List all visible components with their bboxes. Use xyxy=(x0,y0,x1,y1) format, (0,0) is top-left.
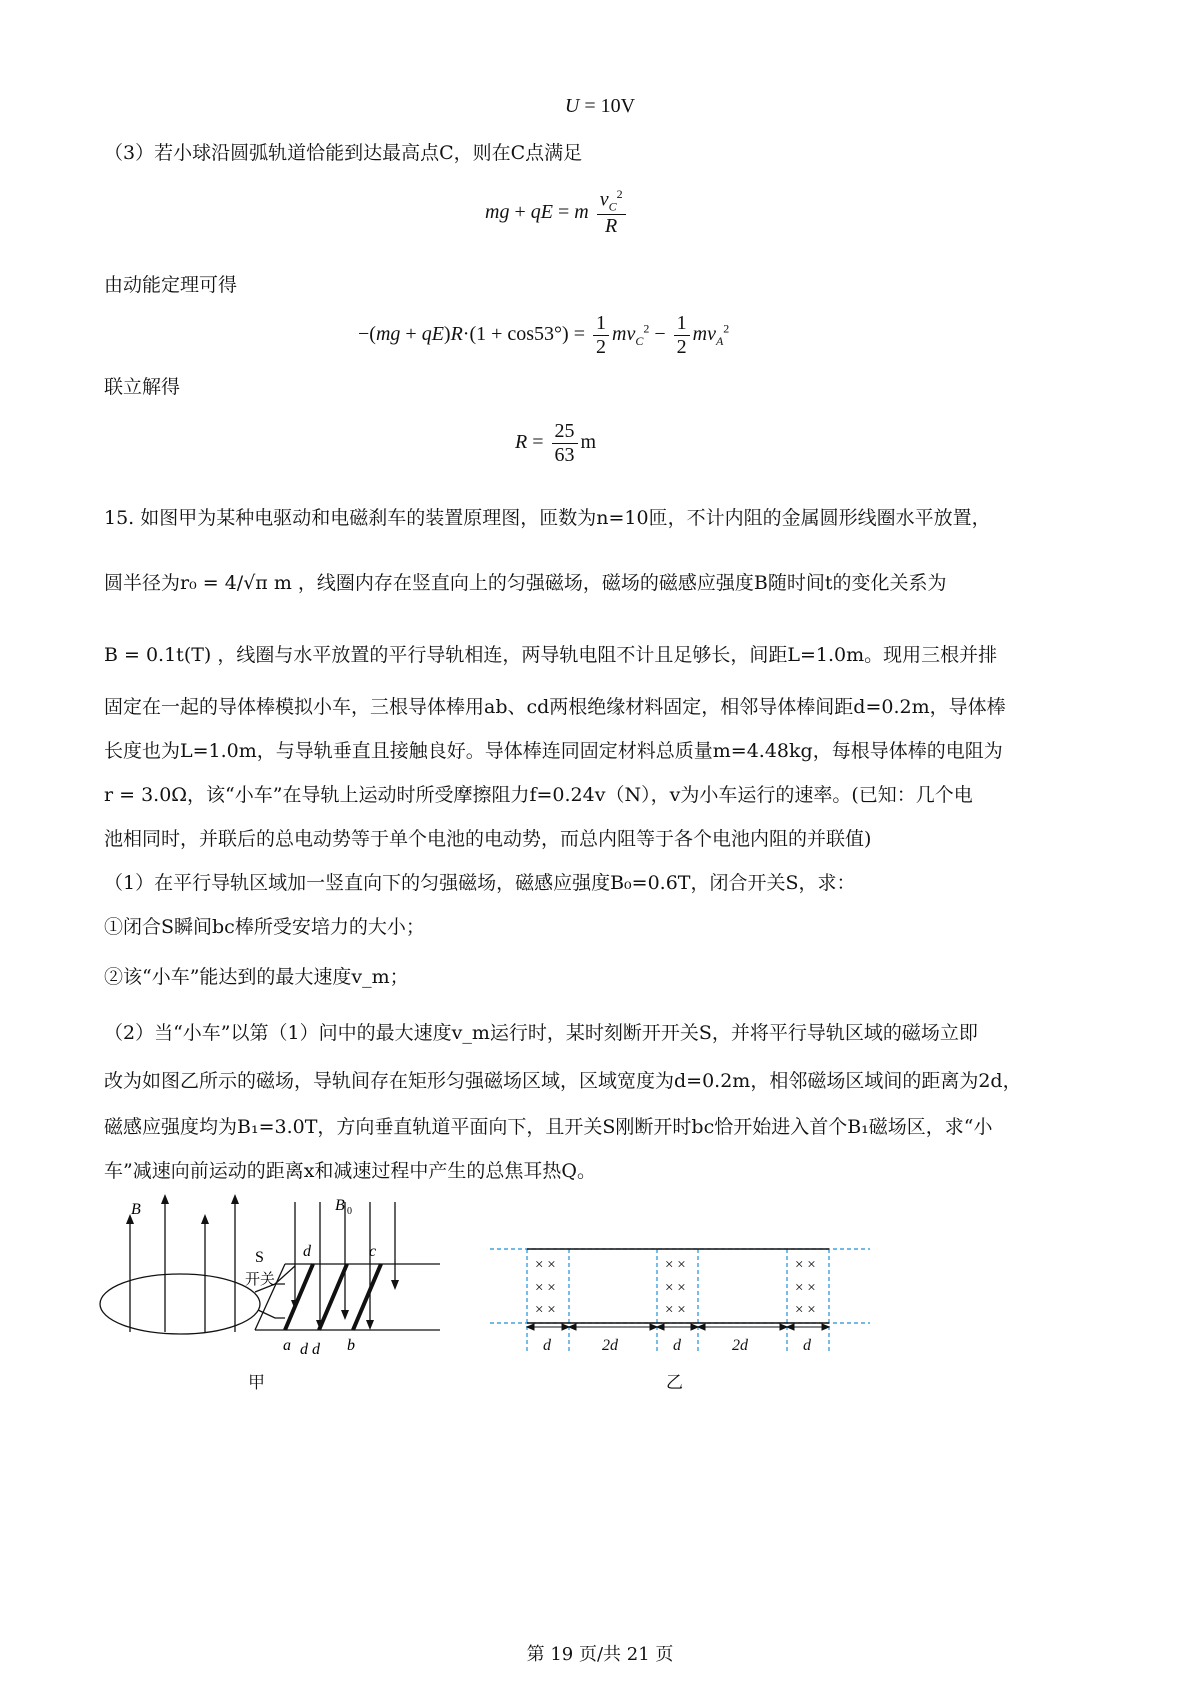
label-a: a xyxy=(283,1337,291,1354)
label-b0: B xyxy=(335,1197,345,1214)
q15-sub2-line3: 磁感应强度均为B₁=3.0T，方向垂直轨道平面向下，且开关S刚断开时bc恰开始进入首个B₁磁场区，求“小 xyxy=(104,1116,993,1138)
label-d-top: d xyxy=(303,1243,311,1260)
text-solve: 联立解得 xyxy=(104,376,181,398)
equation-energy: −(mg + qE)R·(1 + cos53°) = $\frac{1}{2}$ $mv_C^2$ − $\frac{1}{2}$ $mv_A^2$ xyxy=(358,312,730,358)
cross-3c: × × xyxy=(795,1302,816,1318)
figure-jia-caption: 甲 xyxy=(248,1373,265,1393)
cross-2b: × × xyxy=(665,1280,686,1296)
dim-d-2: d xyxy=(673,1337,681,1352)
figure-yi xyxy=(490,1232,870,1352)
label-s: S xyxy=(255,1249,264,1266)
cross-1a: × × xyxy=(535,1257,556,1273)
coil-loop xyxy=(100,1274,260,1334)
dim-2d-1: 2d xyxy=(602,1337,618,1352)
q15-line7: 池相同时，并联后的总电动势等于单个电池的电动势，而总内阻等于各个电池内阻的并联值) xyxy=(104,828,872,850)
label-d-bottom: d d xyxy=(300,1341,320,1358)
q15-line3: B = 0.1t(T) ，线圈与水平放置的平行导轨相连，两导轨电阻不计且足够长，间距L=1.0m。现用三根并排 xyxy=(104,644,998,666)
cross-1c: × × xyxy=(535,1302,556,1318)
dim-d-1: d xyxy=(543,1337,551,1352)
q15-sub1: （1）在平行导轨区域加一竖直向下的匀强磁场，磁感应强度B₀=0.6T，闭合开关S，求： xyxy=(104,872,856,894)
dim-2d-2: 2d xyxy=(732,1337,748,1352)
switch-lever xyxy=(275,1266,295,1284)
q15-sub2-line4: 车”减速向前运动的距离x和减速过程中产生的总焦耳热Q。 xyxy=(104,1160,597,1182)
figure-jia xyxy=(95,1192,455,1362)
cross-2a: × × xyxy=(665,1257,686,1273)
text-energy-theorem: 由动能定理可得 xyxy=(104,274,238,296)
q15-sub2-line1: （2）当“小车”以第（1）问中的最大速度v_m运行时，某时刻断开开关S，并将平行导轨区域的磁场立即 xyxy=(104,1022,978,1044)
page-footer: 第 19 页/共 21 页 xyxy=(526,1644,674,1665)
cross-3a: × × xyxy=(795,1257,816,1273)
equation-c-condition: mg + qE = m $\frac{v_C^2}{R}$ xyxy=(485,188,629,238)
cross-3b: × × xyxy=(795,1280,816,1296)
label-b-bottom: b xyxy=(347,1337,355,1354)
label-c: c xyxy=(369,1243,377,1260)
equation-r: R = $\frac{25}{63}$ m xyxy=(515,420,597,466)
q15-sub1a: ①闭合S瞬间bc棒所受安培力的大小； xyxy=(104,916,425,938)
q15-line5: 长度也为L=1.0m，与导轨垂直且接触良好。导体棒连同固定材料总质量m=4.48kg，每根导体棒的电阻为 xyxy=(104,740,1003,762)
equation-u: U = 10V xyxy=(564,95,636,117)
bar-ab xyxy=(285,1264,313,1330)
q15-line1: 15. 如图甲为某种电驱动和电磁刹车的装置原理图，匝数为n=10匝，不计内阻的金属圆形线圈水平放置， xyxy=(104,507,991,529)
label-b: B xyxy=(131,1201,141,1218)
q15-sub2-line2: 改为如图乙所示的磁场，导轨间存在矩形匀强磁场区域，区域宽度为d=0.2m，相邻磁场区域间的距离为2d， xyxy=(104,1070,1022,1092)
q15-line4: 固定在一起的导体棒模拟小车，三根导体棒用ab、cd两根绝缘材料固定，相邻导体棒间距d=0.2m，导体棒 xyxy=(104,696,1006,718)
q15-line2: 圆半径为r₀ = 4/√π m ，线圈内存在竖直向上的匀强磁场，磁场的磁感应强度B随时间t的变化关系为 xyxy=(104,572,947,594)
bar-middle xyxy=(319,1264,347,1330)
label-switch: 开关 xyxy=(245,1272,276,1288)
dim-d-3: d xyxy=(803,1337,811,1352)
label-b0-sub: 0 xyxy=(347,1206,352,1217)
part3-intro: （3）若小球沿圆弧轨道恰能到达最高点C，则在C点满足 xyxy=(104,142,583,164)
q15-line6: r = 3.0Ω，该“小车”在导轨上运动时所受摩擦阻力f=0.24v（N），v为小车运行的速率。(已知：几个电 xyxy=(104,784,973,806)
figure-yi-caption: 乙 xyxy=(666,1373,683,1393)
cross-1b: × × xyxy=(535,1280,556,1296)
cross-2c: × × xyxy=(665,1302,686,1318)
q15-sub1b: ②该“小车”能达到的最大速度v_m； xyxy=(104,966,409,988)
